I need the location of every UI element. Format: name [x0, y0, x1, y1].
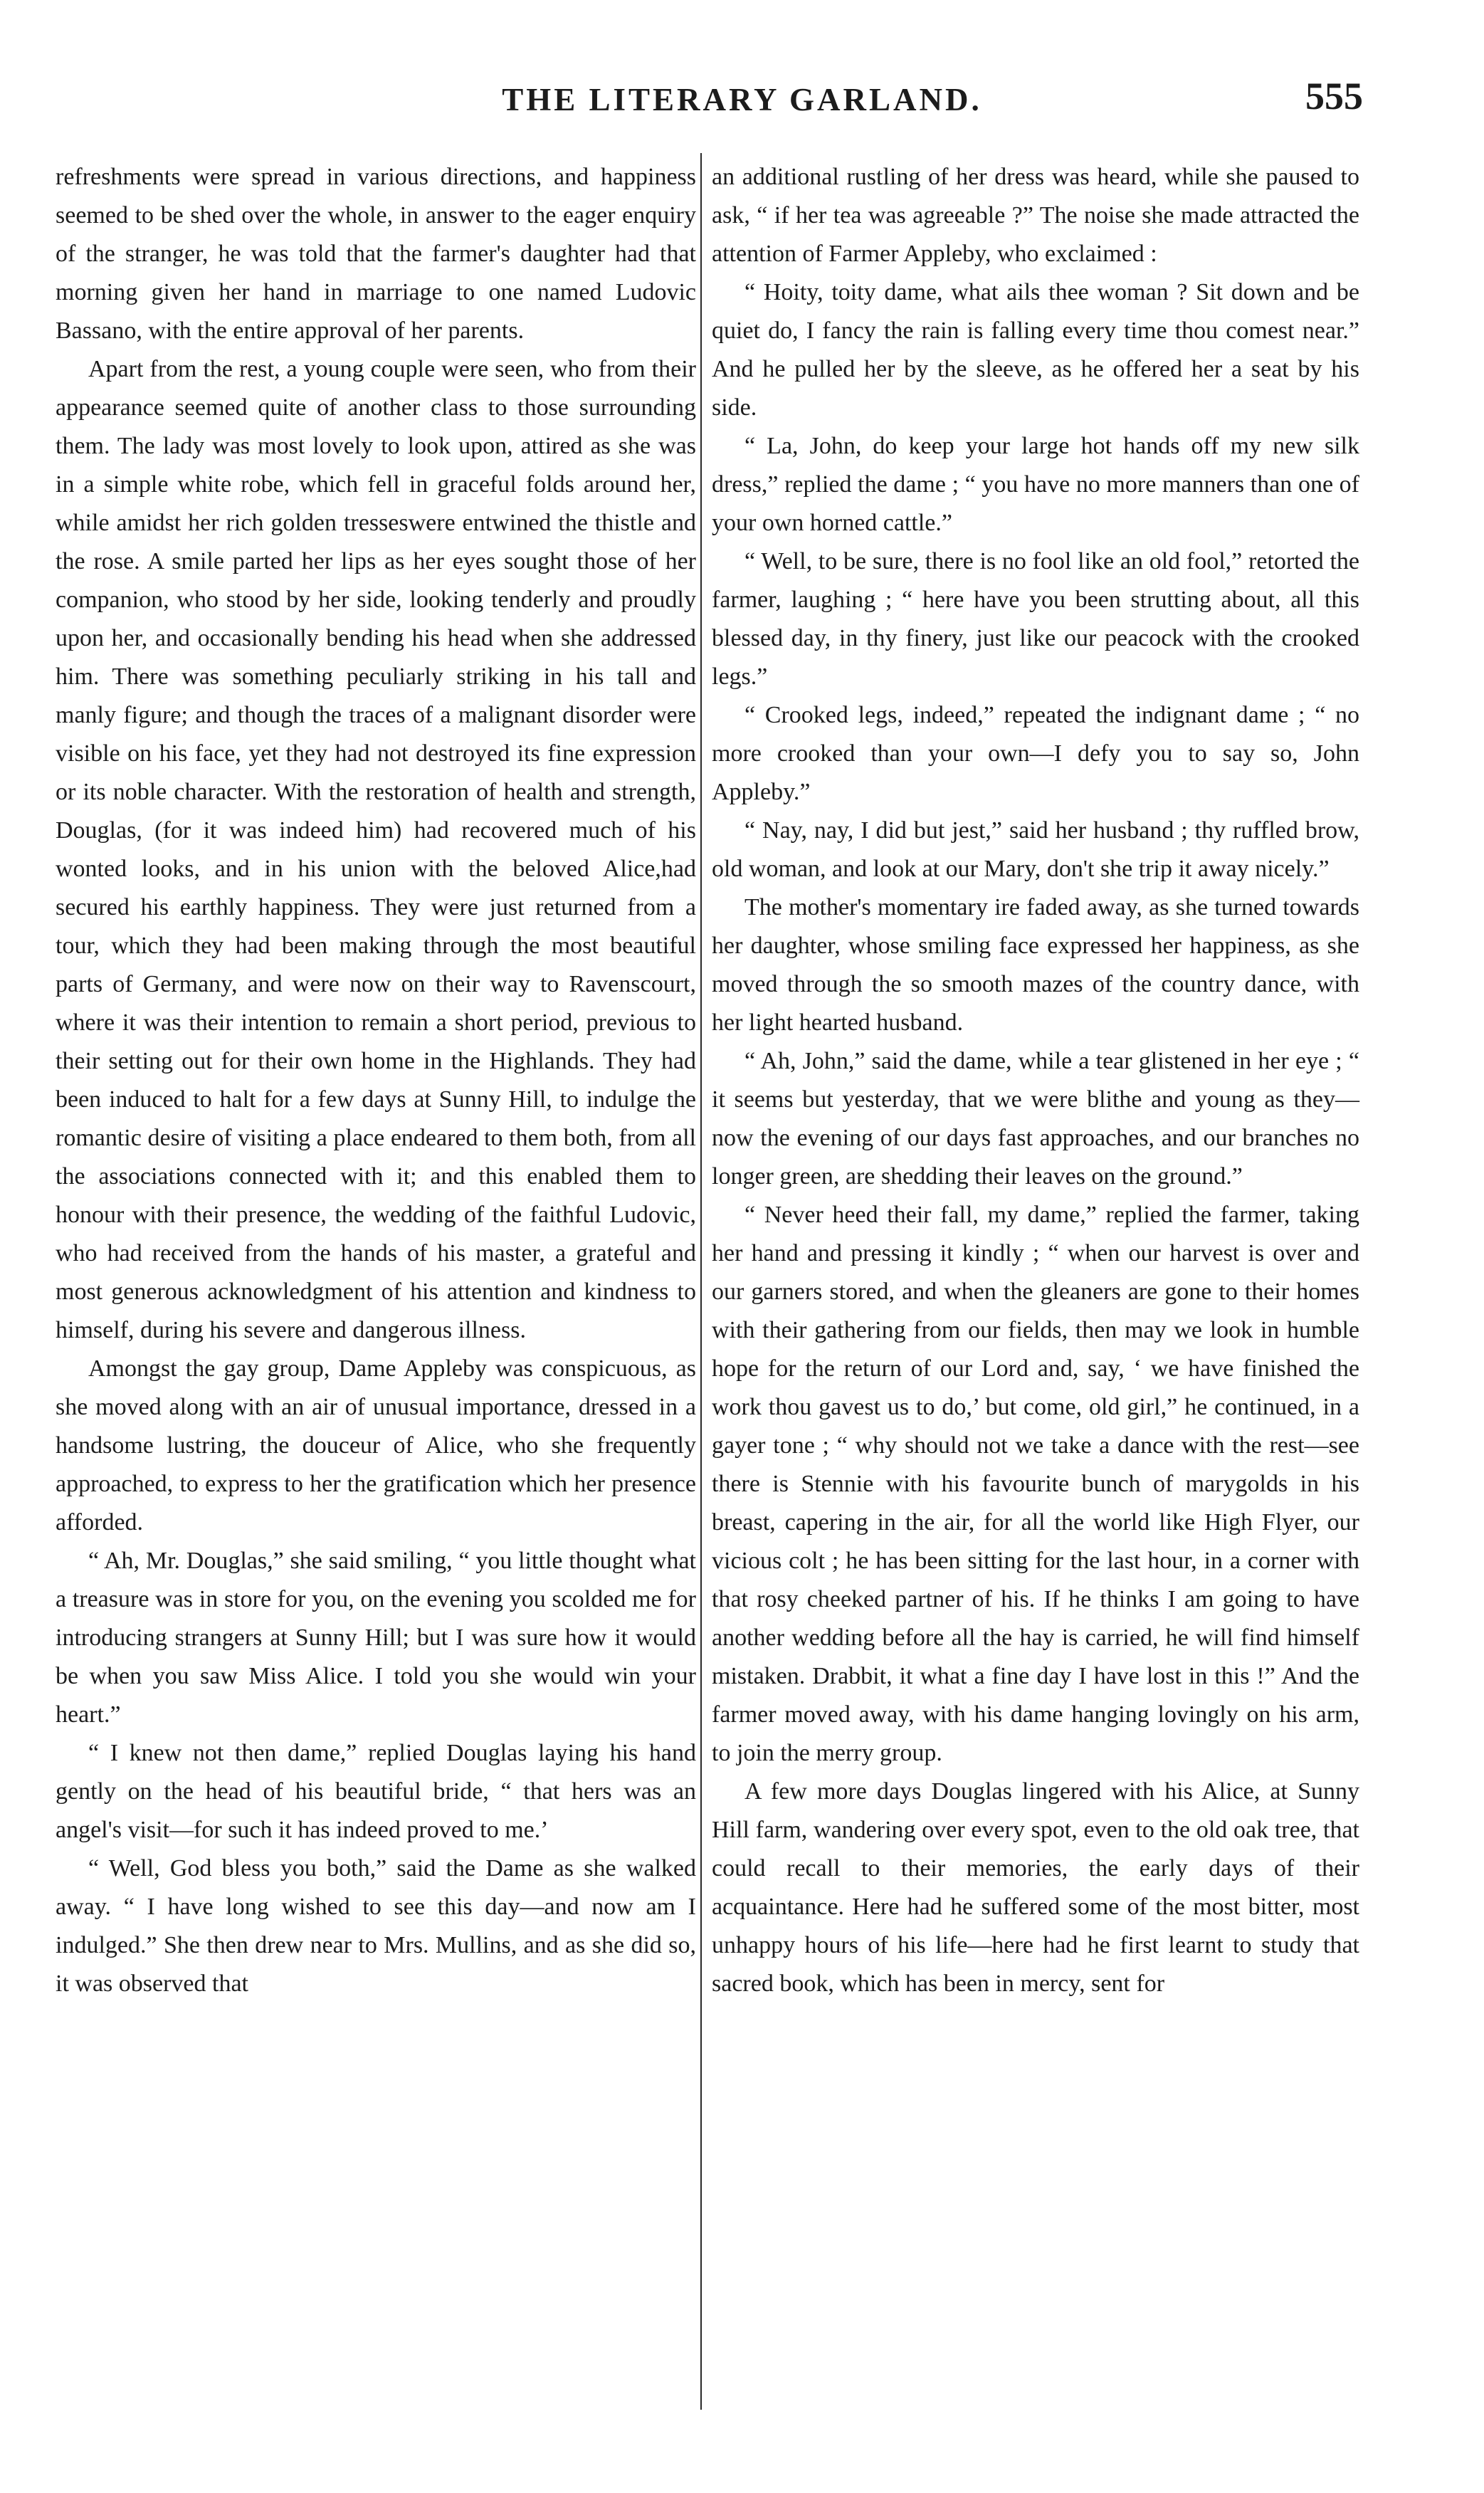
paragraph: “ Well, God bless you both,” said the Dame as she walked away. “ I have long wished to see this day—and now am I indulged.” She then drew near to Mrs. Mullins, and as she did so, it was observed that	[56, 1855, 696, 1997]
paragraph: “ Ah, John,” said the dame, while a tear glistened in her eye ; “ it seems but yesterday, that we were blithe and young as they—now the evening of our days fast approaches, and our branches no longer green, are shedding their leaves on the ground.”	[712, 1048, 1359, 1190]
paragraph: “ Never heed their fall, my dame,” replied the farmer, taking her hand and pressing it kindly ; “ when our harvest is over and our garners stored, and when the gleaners are gone to their homes with their gathering from our fields, then may we look in humble hope for the return of our Lord and, say, ‘ we have finished the work thou gavest us to do,’ but come, old girl,” he continued, in a gayer tone ; “ why should not we take a dance with the rest—see there is Stennie with his favourite bunch of marygolds in his breast, capering in the air, for all the world like High Flyer, our vicious colt ; he has been sitting for the last hour, in a corner with that rosy cheeked partner of his. If he thinks I am going to have another wedding before all the hay is carried, he will find himself mistaken. Drabbit, it what a fine day I have lost in this !” And the farmer moved away, with his dame hanging lovingly on his arm, to join the merry group.	[712, 1202, 1359, 1766]
paragraph: “ La, John, do keep your large hot hands off my new silk dress,” replied the dame ; “ you have no more manners than one of your own horned cattle.”	[712, 433, 1359, 536]
paragraph: “ Nay, nay, I did but jest,” said her husband ; thy ruffled brow, old woman, and look at our Mary, don't she trip it away nicely.”	[712, 817, 1359, 882]
right-column	[712, 158, 1359, 2003]
paragraph: Apart from the rest, a young couple were seen, who from their appearance seemed quite of another class to those surrounding them. The lady was most lovely to look upon, attired as she was in a simple white robe, which fell in graceful folds around her, while amidst her rich golden tresseswere entwined the thistle and the rose. A smile parted her lips as her eyes sought those of her companion, who stood by her side, looking tenderly and proudly upon her, and occasionally bending his head when she addressed him. There was something peculiarly striking in his tall and manly figure; and though the traces of a malignant disorder were visible on his face, yet they had not destroyed its fine expression or its noble character. With the restoration of health and strength, Douglas, (for it was indeed him) had recovered much of his wonted looks, and in his union with the beloved Alice,had secured his earthly happiness. They were just returned from a tour, which they had been making through the most beautiful parts of Germany, and were now on their way to Ravenscourt, where it was their intention to remain a short period, previous to their setting out for their own home in the Highlands. They had been induced to halt for a few days at Sunny Hill, to indulge the romantic desire of visiting a place endeared to them both, from all the associations connected with it; and this enabled them to honour with their presence, the wedding of the faithful Ludovic, who had received from the hands of his master, a grateful and most generous acknowledgment of his attention and kindness to himself, during his severe and dangerous illness.	[56, 356, 696, 1343]
paragraph: an additional rustling of her dress was heard, while she paused to ask, “ if her tea was agreeable ?” The noise she made attracted the attention of Farmer Appleby, who exclaimed :	[712, 164, 1359, 267]
paragraph: “ Crooked legs, indeed,” repeated the indignant dame ; “ no more crooked than your own—I defy you to say so, John Appleby.”	[712, 702, 1359, 805]
paragraph: “ I knew not then dame,” replied Douglas laying his hand gently on the head of his beautiful bride, “ that hers was an angel's visit—for such it has indeed proved to me.’	[56, 1740, 696, 1843]
paragraph: The mother's momentary ire faded away, as she turned towards her daughter, whose smiling face expressed her happiness, as she moved through the so smooth mazes of the country dance, with her light hearted husband.	[712, 894, 1359, 1036]
paragraph: Amongst the gay group, Dame Appleby was conspicuous, as she moved along with an air of unusual importance, dressed in a handsome lustring, the douceur of Alice, who she frequently approached, to express to her the gratification which her presence afforded.	[56, 1355, 696, 1536]
paragraph: “ Well, to be sure, there is no fool like an old fool,” retorted the farmer, laughing ; “ here have you been strutting about, all this blessed day, in thy finery, just like our peacock with the crooked legs.”	[712, 548, 1359, 690]
journal-title: THE LITERARY GARLAND.	[502, 82, 982, 117]
column-divider	[700, 153, 702, 2410]
paragraph: “ Hoity, toity dame, what ails thee woman ? Sit down and be quiet do, I fancy the rain is falling every time thou comest near.” And he pulled her by the sleeve, as he offered her a seat by his side.	[712, 279, 1359, 421]
left-column	[56, 158, 696, 2003]
paragraph: “ Ah, Mr. Douglas,” she said smiling, “ you little thought what a treasure was in store for you, on the evening you scolded me for introducing strangers at Sunny Hill; but I was sure how it would be when you saw Miss Alice. I told you she would win your heart.”	[56, 1548, 696, 1728]
paragraph: refreshments were spread in various directions, and happiness seemed to be shed over the whole, in answer to the eager enquiry of the stranger, he was told that the farmer's daughter had that morning given her hand in marriage to one named Ludovic Bassano, with the entire approval of her parents.	[56, 164, 696, 344]
paragraph: A few more days Douglas lingered with his Alice, at Sunny Hill farm, wandering over every spot, even to the old oak tree, that could recall to their memories, the early days of their acquaintance. Here had he suffered some of the most bitter, most unhappy hours of his life—here had he first learnt to study that sacred book, which has been in mercy, sent for	[712, 1778, 1359, 1997]
page-header	[0, 64, 1484, 135]
page-number: 555	[1305, 75, 1363, 117]
